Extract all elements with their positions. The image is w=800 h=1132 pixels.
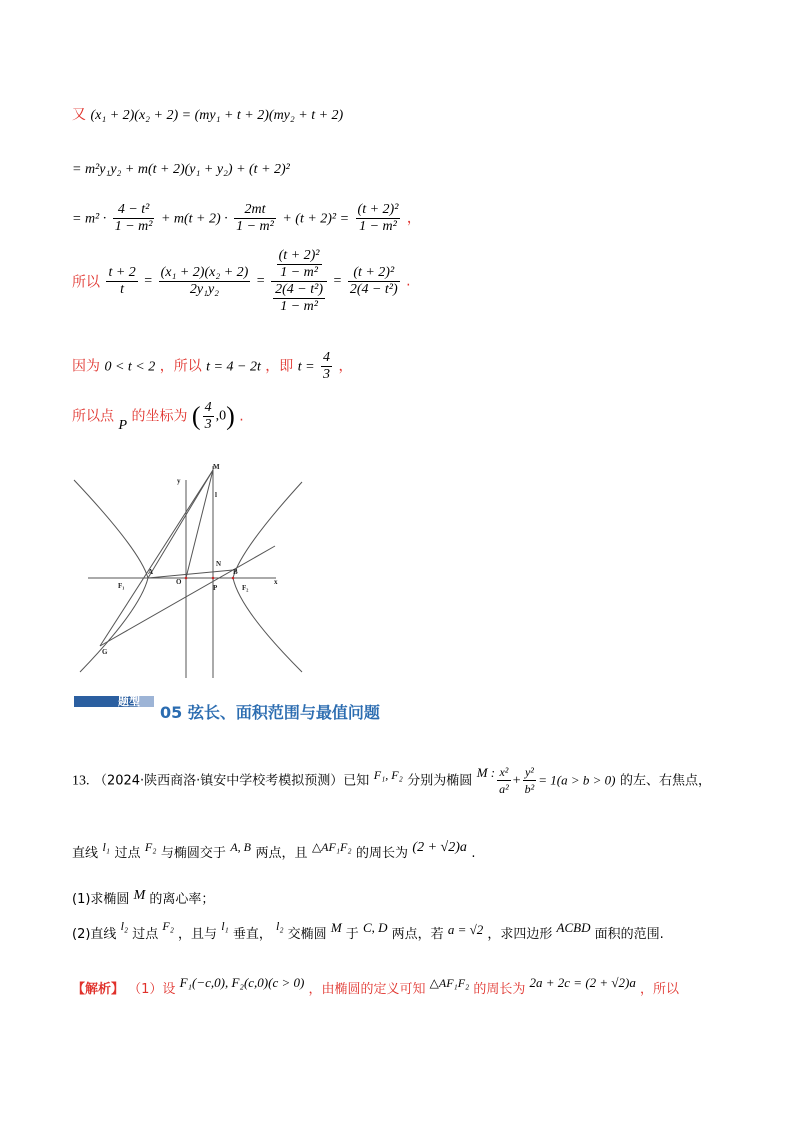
punct: . [406,273,411,290]
label-B: B [233,568,238,576]
fraction [356,202,401,235]
numerator: t + 2 [108,265,136,280]
text: ，所以 [640,982,680,997]
eq-term: = m² · [72,211,107,227]
math: l₂ [276,919,284,933]
fraction [348,265,400,298]
denominator: 1 − m² [280,265,318,280]
denominator: b² [524,782,535,796]
math: t = 4 − 2t [206,359,261,375]
fraction [113,202,155,235]
eq-line-3 [72,202,421,235]
denominator: 1 − m² [114,219,153,234]
math: F₂ [162,919,174,933]
text: 的周长为 [355,846,408,861]
fraction [234,202,276,235]
denominator: 1 − m² [280,299,318,314]
text: 所以点 [72,408,114,425]
math: M [330,920,342,935]
point-O [185,577,188,580]
math: t = [297,359,315,375]
math: l₂ [120,919,129,933]
text: ，即 [265,358,294,375]
label-N: N [216,560,222,568]
fraction [523,764,537,797]
math: A, B [230,840,252,854]
text: 的坐标为 [131,408,188,425]
fraction [321,350,332,383]
eq-prefix: 所以 [72,274,100,291]
eq-term: + m(t + 2) · [160,211,228,227]
label-M: M [213,463,220,471]
question-1 [72,888,214,908]
text: 两点，若 [391,927,444,942]
problem-line-1 [72,764,711,797]
text: ，且与 [178,927,218,942]
punct: . [471,846,476,861]
denominator: 1 − m² [236,219,274,234]
eq-line-6 [72,400,244,433]
math: + [512,773,521,789]
punct: ， [338,358,353,375]
eq-line-2 [72,161,290,178]
numerator: 4 [204,400,212,415]
numerator: (t + 2)² [278,248,320,263]
math: F₁(−c,0), F₂(c,0)(c > 0) [179,975,305,990]
eq-expression: = m²y₁y₂ + m(t + 2)(y₁ + y₂) + (t + 2)² [72,162,290,177]
text: (1)求椭圆 [72,892,130,907]
text: 垂直， [232,927,272,942]
numerator: 4 − t² [113,202,155,219]
problem-number: 13. [72,773,90,789]
fraction [159,265,251,298]
label-l: l [215,491,217,499]
denominator: 3 [323,367,331,382]
label-F2: F₂ [242,584,249,592]
solution-tag: 【解析】 [72,982,125,997]
text: 面积的范围. [594,927,664,942]
text: 与椭圆交于 [160,846,226,861]
text: 交椭圆 [287,927,327,942]
denominator: a² [499,782,509,796]
eq-expression: (x₁ + 2)(x₂ + 2) = (my₁ + t + 2)(my₂ + t + 2) [90,108,344,123]
numerator: 2mt [234,202,276,219]
fraction [106,265,137,298]
text: 于 [345,927,359,942]
numerator: y² [523,764,537,781]
equals-sign: = [333,273,342,289]
punct: ， [406,210,421,227]
line-MA [148,470,213,578]
math: 2a + 2c = (2 + √2)a [529,975,636,990]
eq-line-1 [72,104,343,124]
fraction [203,400,214,433]
text: 两点，且 [255,846,308,861]
problem-line-2 [72,842,475,862]
eq-prefix: 又 [72,107,86,123]
equals-sign: = [144,273,153,289]
solution-line [72,975,680,997]
math: l₁ [221,919,229,933]
compound-numerator [271,248,327,282]
hyperbola-figure [70,450,310,680]
section-badge: 题型 [118,695,140,708]
text: 过点 [132,927,159,942]
text: ，由椭圆的定义可知 [308,982,426,997]
hyperbola-left-branch [74,480,148,672]
text: 的左、右焦点， [619,773,711,789]
fraction [497,764,511,797]
numerator: (t + 2)² [357,202,399,217]
paren: ( [191,401,201,431]
label-y: y [177,477,181,485]
label-P: P [213,584,218,592]
denominator: 2(4 − t²) [349,282,398,297]
math: = 1(a > b > 0) [538,772,616,788]
compound-denominator [271,282,327,315]
compound-fraction [271,248,327,315]
numerator: x² [497,764,511,781]
denominator: t [120,282,125,297]
label-G: G [102,648,108,656]
text: 分别为椭圆 [407,773,473,789]
text: 直线 [72,846,99,861]
fraction [277,248,322,281]
numerator: (t + 2)² [348,265,400,282]
math: ,0 [215,408,227,424]
math: F₁, F₂ [373,767,403,782]
question-2 [72,919,664,942]
punct: . [239,408,244,425]
hyperbola-right-branch [233,482,302,672]
label-x: x [274,578,278,586]
point-P [212,577,215,580]
section-title: 05 弦长、面积范围与最值问题 [160,703,380,722]
denominator: 3 [204,417,212,432]
math: P [118,417,128,433]
label-O: O [176,578,182,586]
paren: ) [226,401,235,431]
eq-line-4 [72,248,411,315]
numerator: (x₁ + 2)(x₂ + 2) [160,265,249,280]
text: 过点 [114,846,141,861]
text: ，所以 [159,358,202,375]
equals-sign: = [256,273,265,289]
eq-line-5 [72,350,353,383]
label-F1: F₁ [118,582,125,590]
math: △AF₁F₂ [311,840,352,854]
math: 0 < t < 2 [104,359,156,375]
math: a = √2 [447,922,484,937]
line-MG [100,470,213,646]
math: l₁ [102,840,110,854]
text: (2)直线 [72,927,117,942]
math: △AF₁F₂ [429,976,470,990]
problem-source: （2024·陕西商洛·镇安中学校考模拟预测）已知 [93,773,370,789]
text: （1）设 [128,982,176,997]
text: ，求四边形 [487,927,553,942]
fraction [273,282,325,315]
math: F₂ [144,840,157,854]
math: (2 + √2)a [412,840,467,855]
label-A: A [148,568,154,576]
point-F2 [232,577,235,580]
line-GB [100,546,275,646]
eq-term: + (t + 2)² = [282,211,350,227]
text: 的离心率； [149,892,215,907]
text: 的周长为 [473,982,526,997]
math: M [133,888,146,903]
numerator: 4 [323,350,331,365]
text: 因为 [72,358,100,375]
section-band [74,694,154,708]
math: C, D [362,920,388,935]
numerator: 2(4 − t²) [275,282,323,297]
denominator: 2y₁y₂ [189,282,220,297]
math: M : [476,764,496,780]
denominator: 1 − m² [359,219,397,234]
math: ACBD [556,920,591,935]
line-MO [186,470,213,578]
